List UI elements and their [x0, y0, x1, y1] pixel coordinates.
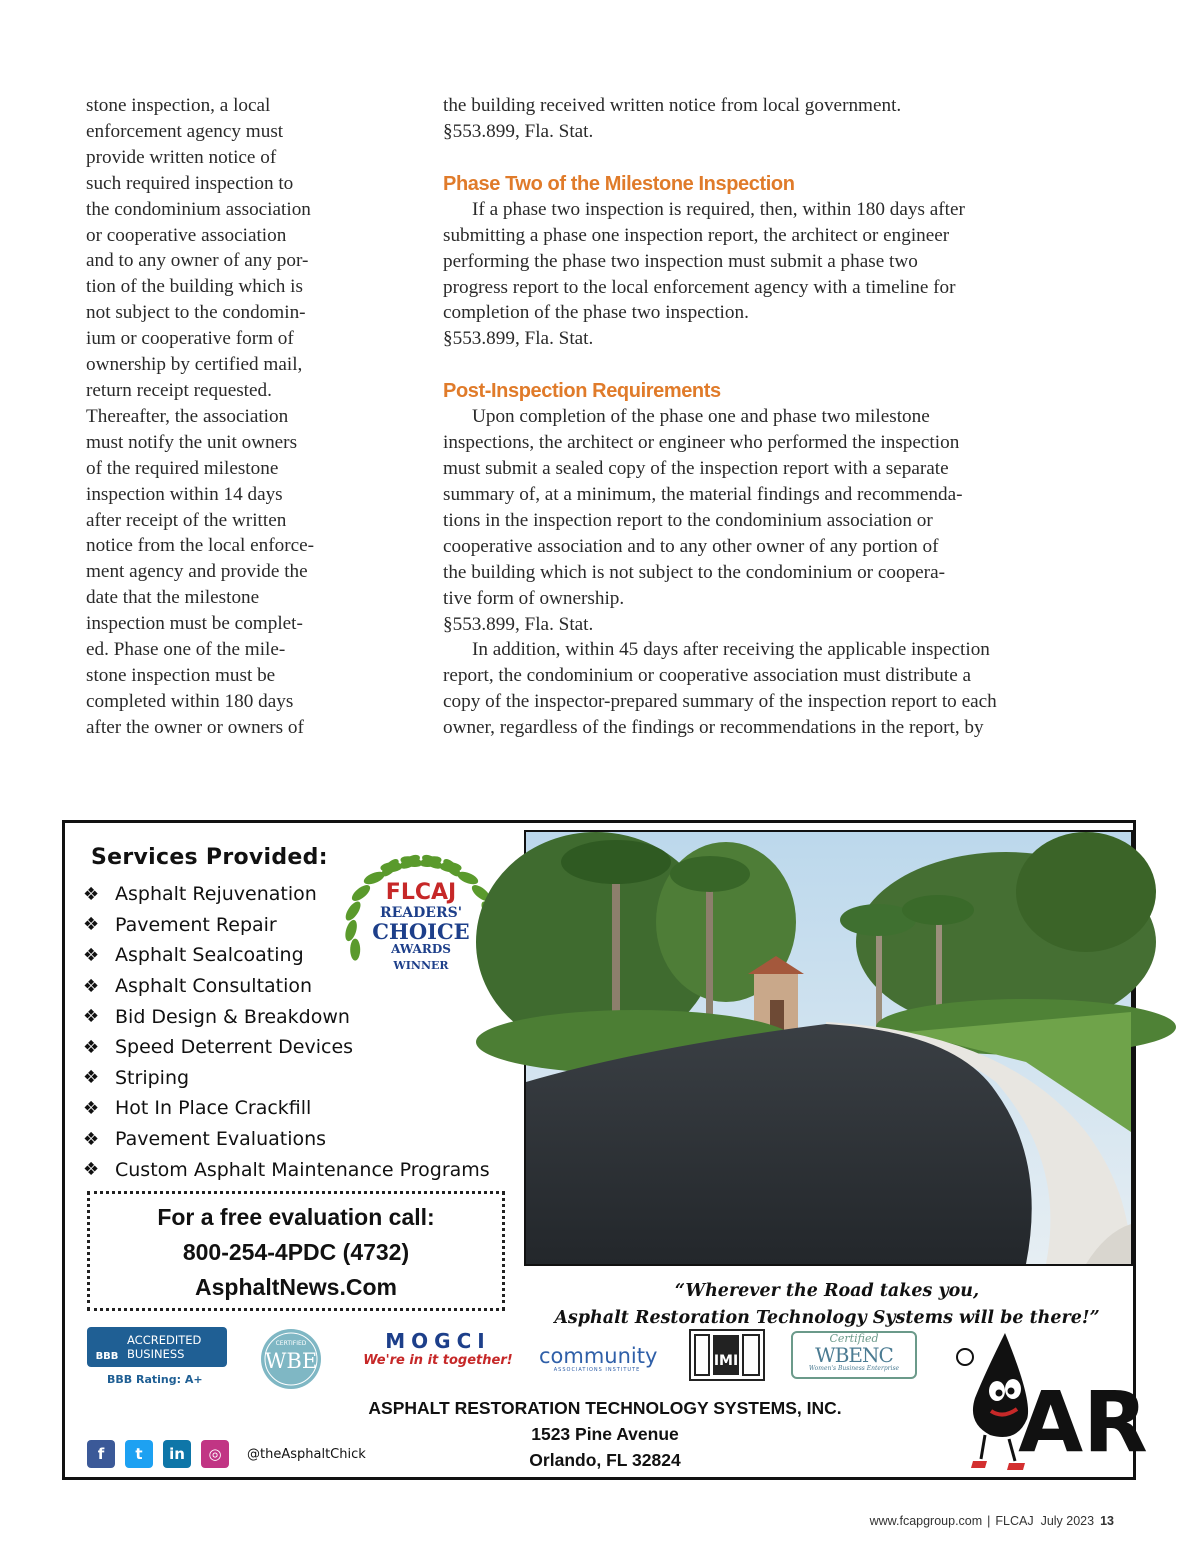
laurel-leaf [350, 939, 360, 961]
diamond-bullet-icon: ❖ [83, 914, 100, 936]
wbe-top-text: CERTIFIED [275, 1340, 307, 1347]
wbe-certified-logo [259, 1327, 323, 1391]
tagline-line-1: “Wherever the Road takes you, [674, 1281, 980, 1301]
right-intro [443, 93, 1083, 145]
text-line: ment agency and provide the [86, 561, 308, 583]
section-heading-post-inspection: Post-Inspection Requirements [443, 380, 721, 403]
text-line: provide written notice of [86, 146, 277, 168]
service-label: Pavement Repair [115, 913, 277, 936]
tagline-line-2: Asphalt Restoration Technology Systems will be there!” [554, 1308, 1100, 1328]
text-line: Thereafter, the association [86, 405, 289, 427]
twitter-icon[interactable]: t [125, 1440, 153, 1468]
address-line-1: 1523 Pine Avenue [531, 1424, 679, 1444]
badge-line-5: WINNER [393, 959, 449, 972]
text-line: ownership by certified mail, [86, 354, 303, 376]
website-link[interactable]: AsphaltNews.Com [195, 1274, 397, 1300]
community-associations-institute-logo [539, 1331, 658, 1381]
text-line: the building which is not subject to the condominium or coopera- [443, 561, 945, 583]
advertisement [62, 820, 1148, 1480]
mogci-slogan: We're in it together! [363, 1353, 513, 1368]
text-line: cooperative association and to any other owner of any portion of [443, 535, 939, 557]
text-line: must notify the unit owners [86, 431, 298, 453]
text-line: inspection must be complet- [86, 613, 303, 635]
services-title: Services Provided: [91, 845, 328, 870]
text-line: ium or cooperative form of [86, 328, 294, 350]
ar-logo-text: AR [1018, 1373, 1148, 1471]
text-line: such required inspection to [86, 172, 294, 194]
text-line: completed within 180 days [86, 690, 294, 712]
bbb-line-1: ACCREDITED [127, 1333, 202, 1347]
company-info [355, 1395, 855, 1473]
text-line: copy of the inspector-prepared summary of the inspection report to each [443, 691, 997, 713]
asphalt-drop-mascot-logo [945, 1323, 1148, 1473]
instagram-icon[interactable]: ◎ [201, 1440, 229, 1468]
section-body-phase-two [443, 197, 1083, 352]
text-line: Upon completion of the phase one and phase two milestone [472, 406, 930, 428]
text-line: enforcement agency must [86, 120, 284, 142]
diamond-bullet-icon: ❖ [83, 1159, 100, 1181]
text-line: must submit a sealed copy of the inspection report with a separate [443, 458, 949, 480]
bbb-rating: BBB Rating: A+ [107, 1373, 203, 1386]
diamond-bullet-icon: ❖ [83, 944, 100, 966]
social-links [87, 1439, 366, 1469]
section-body-post-inspection [443, 404, 1083, 741]
text-line: date that the milestone [86, 587, 260, 609]
text-line: owner, regardless of the findings or recommendations in the report, by [443, 717, 984, 739]
text-line: tive form of ownership. [443, 587, 625, 609]
text-line: the building received written notice from local government. [443, 95, 902, 116]
service-label: Custom Asphalt Maintenance Programs [115, 1158, 490, 1181]
diamond-bullet-icon: ❖ [83, 1006, 100, 1028]
left-column [86, 93, 376, 741]
page-number: 13 [1100, 1514, 1114, 1528]
imi-text: IMI [713, 1353, 739, 1369]
service-item [83, 1032, 490, 1063]
text-line: In addition, within 45 days after receiving the applicable inspection [472, 639, 990, 661]
diamond-bullet-icon: ❖ [83, 883, 100, 905]
text-line: §553.899, Fla. Stat. [443, 613, 594, 635]
community-text: community [539, 1344, 658, 1368]
diamond-bullet-icon: ❖ [83, 1036, 100, 1058]
diamond-bullet-icon: ❖ [83, 1067, 100, 1089]
paved-road-photo [524, 830, 1133, 1266]
laurel-leaf [349, 882, 372, 904]
service-item [83, 1154, 490, 1185]
text-line: the condominium association [86, 198, 311, 220]
footer-publication: FLCAJ [995, 1514, 1034, 1528]
text-line: submitting a phase one inspection report, the architect or engineer [443, 224, 950, 246]
service-item [83, 1001, 490, 1032]
service-label: Bid Design & Breakdown [115, 1005, 350, 1028]
phone-number[interactable]: 800-254-4PDC (4732) [182, 1239, 410, 1265]
section-heading-phase-two: Phase Two of the Milestone Inspection [443, 172, 795, 195]
bbb-accredited-text [127, 1333, 201, 1361]
badge-line-1: FLCAJ [385, 880, 457, 905]
text-line: §553.899, Fla. Stat. [443, 120, 594, 142]
wbenc-text: WBENC [815, 1343, 893, 1367]
imi-logo [689, 1329, 765, 1381]
footer-website[interactable]: www.fcapgroup.com [869, 1514, 983, 1528]
service-label: Striping [115, 1066, 190, 1089]
text-line: tion of the building which is [86, 276, 303, 298]
text-line: stone inspection, a local [86, 95, 271, 116]
badge-line-4: AWARDS [391, 942, 451, 956]
text-line: performing the phase two inspection must submit a phase two [443, 250, 918, 272]
wbenc-subtext: Women's Business Enterprise [808, 1365, 900, 1372]
community-subtext: ASSOCIATIONS INSTITUTE [553, 1367, 641, 1373]
text-line: not subject to the condomin- [86, 302, 306, 324]
bbb-badge [87, 1327, 227, 1367]
text-line: If a phase two inspection is required, then, within 180 days after [472, 198, 965, 220]
bbb-torch-icon: BBB [95, 1351, 119, 1362]
mogci-text: MOGCI [385, 1329, 491, 1353]
service-label: Pavement Evaluations [115, 1128, 327, 1151]
service-item [83, 1063, 490, 1094]
service-label: Hot In Place Crackfill [115, 1097, 312, 1120]
footer-separator: | [987, 1514, 991, 1528]
service-label: Asphalt Rejuvenation [115, 883, 317, 906]
service-label: Asphalt Sealcoating [115, 944, 304, 967]
text-line: completion of the phase two inspection. [443, 302, 749, 324]
laurel-leaf [343, 919, 359, 943]
badge-line-2: READERS' [379, 905, 463, 921]
text-line: of the required milestone [86, 457, 279, 479]
text-line: tions in the inspection report to the condominium association or [443, 509, 933, 531]
service-item [83, 1093, 490, 1124]
text-line: inspections, the architect or engineer who performed the inspection [443, 432, 960, 454]
company-name: ASPHALT RESTORATION TECHNOLOGY SYSTEMS, INC. [368, 1398, 842, 1418]
text-line: after the owner or owners of [86, 716, 304, 738]
badge-line-3: CHOICE [372, 919, 470, 944]
text-line: inspection within 14 days [86, 483, 283, 505]
text-line: or cooperative association [86, 224, 287, 246]
mogci-logo [363, 1329, 513, 1379]
text-line: progress report to the local enforcement agency with a timeline for [443, 276, 956, 298]
service-label: Speed Deterrent Devices [115, 1036, 354, 1059]
diamond-bullet-icon: ❖ [83, 1097, 100, 1119]
certification-logos [87, 1321, 967, 1391]
text-line: §553.899, Fla. Stat. [443, 328, 594, 350]
wbe-text: WBE [264, 1349, 318, 1373]
diamond-bullet-icon: ❖ [83, 975, 100, 997]
address-line-2: Orlando, FL 32824 [529, 1450, 681, 1470]
call-to-action-box [87, 1191, 505, 1311]
text-line: notice from the local enforce- [86, 535, 315, 557]
facebook-icon[interactable]: f [87, 1440, 115, 1468]
text-line: stone inspection must be [86, 664, 276, 686]
text-line: return receipt requested. [86, 379, 272, 401]
right-column [443, 93, 1083, 741]
page-footer [870, 1514, 1114, 1528]
diamond-bullet-icon: ❖ [83, 1128, 100, 1150]
service-item [83, 1124, 490, 1155]
bbb-line-2: BUSINESS [127, 1347, 185, 1361]
call-heading: For a free evaluation call: [157, 1204, 435, 1230]
footer-issue: July 2023 [1040, 1514, 1095, 1528]
text-line: after receipt of the written [86, 509, 287, 531]
linkedin-icon[interactable]: in [163, 1440, 191, 1468]
social-handle[interactable]: @theAsphaltChick [247, 1446, 366, 1462]
wbenc-top-text: Certified [829, 1332, 879, 1345]
service-label: Asphalt Consultation [115, 975, 313, 998]
text-line: ed. Phase one of the mile- [86, 639, 286, 661]
laurel-leaf [343, 899, 364, 923]
text-line: and to any owner of any por- [86, 250, 309, 272]
text-line: summary of, at a minimum, the material findings and recommenda- [443, 483, 963, 505]
bbb-accredited-logo [87, 1327, 227, 1389]
text-line: report, the condominium or cooperative association must distribute a [443, 665, 972, 687]
wbenc-certified-logo [791, 1331, 917, 1379]
